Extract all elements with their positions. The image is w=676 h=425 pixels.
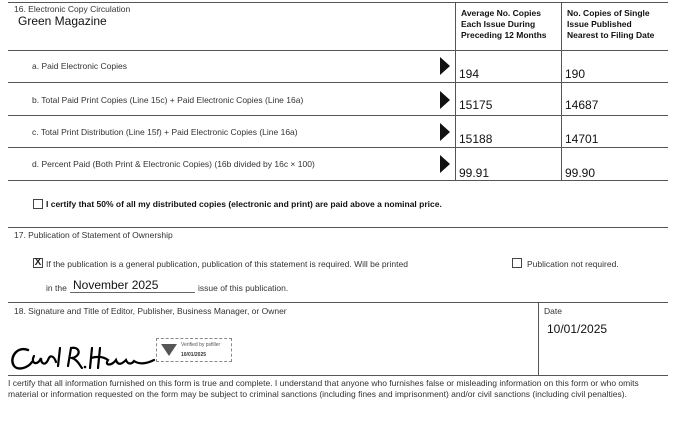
certify-checkbox[interactable] (33, 199, 43, 209)
section-18-label: 18. Signature and Title of Editor, Publisher, Business Manager, or Owner (14, 306, 287, 316)
checkbox-x-mark: X (34, 257, 42, 268)
row-divider (8, 147, 668, 148)
arrow-icon (440, 155, 450, 173)
row-c-label: c. Total Print Distribution (Line 15f) + Paid Electronic Copies (Line 16a) (32, 127, 298, 137)
issue-month[interactable]: November 2025 (73, 278, 159, 292)
verified-shield-icon (161, 344, 177, 356)
row-b-label: b. Total Paid Print Copies (Line 15c) + Paid Electronic Copies (Line 16a) (32, 95, 304, 105)
publication-title: Green Magazine (18, 14, 107, 28)
column-divider-2 (561, 2, 562, 180)
row-b-avg: 15175 (459, 98, 493, 112)
section-divider (8, 375, 668, 376)
section-divider (8, 302, 668, 303)
top-border (8, 2, 668, 3)
row-divider (8, 82, 668, 83)
signature-image (8, 342, 158, 376)
date-label: Date (544, 306, 562, 316)
certification-legal-text: I certify that all information furnished on this form is true and complete. I understand that anyone who furnishes false or misleading information on this form or who omits material or information requested on the form may be subject to criminal sanctions (including fines and imprisonment) and/or civil sanctions (including civil penalties). (8, 378, 639, 399)
section-17-label: 17. Publication of Statement of Ownership (14, 230, 173, 240)
row-divider (8, 50, 668, 51)
row-a-single: 190 (565, 67, 586, 81)
row-b-single: 14687 (565, 98, 599, 112)
issue-suffix: issue of this publication. (198, 283, 289, 293)
required-text: If the publication is a general publication, publication of this statement is required. Will be printed (46, 259, 408, 269)
row-divider (8, 115, 668, 116)
row-d-single: 99.90 (565, 166, 596, 180)
single-issue-header: No. Copies of Single Issue Published Nearest to Filing Date (567, 8, 655, 40)
date-value[interactable]: 10/01/2025 (547, 322, 608, 336)
column-divider-1 (455, 2, 456, 180)
verified-badge (156, 338, 232, 362)
arrow-icon (440, 91, 450, 109)
section-16-label: 16. Electronic Copy Circulation (14, 4, 131, 14)
section-divider (8, 227, 668, 228)
required-checkbox[interactable] (33, 258, 43, 268)
arrow-icon (440, 123, 450, 141)
badge-line-2: 10/01/2025 (181, 352, 207, 358)
row-c-avg: 15188 (459, 132, 493, 146)
arrow-icon (440, 57, 450, 75)
date-divider (538, 302, 539, 375)
issue-underline (70, 292, 195, 293)
avg-copies-header: Average No. Copies Each Issue During Preceding 12 Months (461, 8, 547, 40)
row-d-avg: 99.91 (459, 166, 490, 180)
row-divider (8, 180, 668, 181)
row-d-label: d. Percent Paid (Both Print & Electronic Copies) (16b divided by 16c × 100) (32, 159, 315, 169)
not-required-checkbox[interactable] (512, 258, 522, 268)
badge-line-1: Verified by psfiller (181, 342, 221, 348)
not-required-text: Publication not required. (527, 259, 619, 269)
row-c-single: 14701 (565, 132, 599, 146)
row-a-label: a. Paid Electronic Copies (32, 61, 127, 71)
certify-text: I certify that 50% of all my distributed copies (electronic and print) are paid above a nominal price. (46, 199, 442, 209)
row-a-avg: 194 (459, 67, 480, 81)
in-the-label: in the (46, 283, 67, 293)
